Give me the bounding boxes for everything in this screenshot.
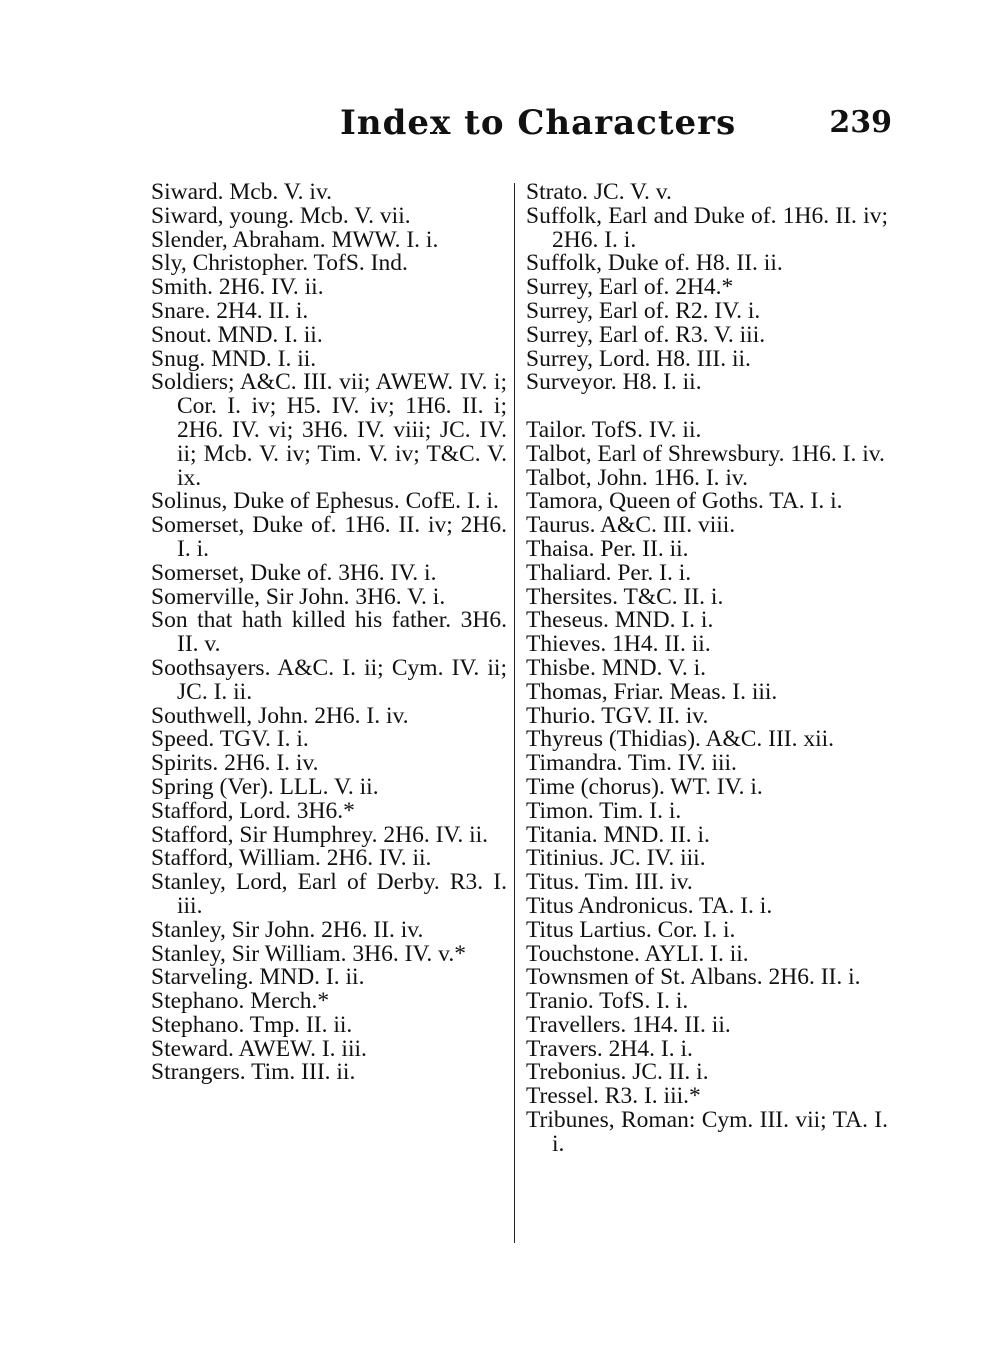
- index-entry: Slender, Abraham. MWW. I. i.: [151, 226, 439, 253]
- index-entry: Sly, Christopher. TofS. Ind.: [151, 250, 408, 277]
- index-entry: Stanley, Sir John. 2H6. II. iv.: [151, 916, 424, 943]
- index-entry: Stafford, Sir Humphrey. 2H6. IV. ii.: [151, 821, 489, 848]
- index-entry: Steward. AWEW. I. iii.: [151, 1035, 367, 1062]
- index-entry: Siward. Mcb. V. iv.: [151, 179, 333, 205]
- index-entry: Trebonius. JC. II. i.: [526, 1059, 709, 1086]
- index-entry: Surrey, Earl of. R2. IV. i.: [526, 297, 761, 324]
- index-entry: Suffolk, Earl and Duke of. 1H6. II. iv; 2H6. I. i.: [526, 202, 888, 253]
- index-entry: Soothsayers. A&C. I. ii; Cym. IV. ii; JC. I. ii.: [151, 654, 507, 705]
- index-entry: Stephano. Tmp. II. ii.: [151, 1011, 353, 1038]
- index-entry: Thisbe. MND. V. i.: [526, 654, 706, 681]
- index-entry: Theseus. MND. I. i.: [526, 607, 714, 634]
- index-entry: Surrey, Earl of. 2H4.*: [526, 274, 734, 301]
- index-entry: Townsmen of St. Albans. 2H6. II. i.: [526, 964, 861, 991]
- left-column: [151, 181, 507, 1085]
- index-entry: Siward, young. Mcb. V. vii.: [151, 202, 411, 229]
- index-entry: Talbot, John. 1H6. I. iv.: [526, 464, 749, 491]
- index-entry: Talbot, Earl of Shrewsbury. 1H6. I. iv.: [526, 440, 885, 467]
- index-entry: Smith. 2H6. IV. ii.: [151, 274, 324, 301]
- index-entry: Timandra. Tim. IV. iii.: [526, 750, 737, 777]
- index-entry: Strato. JC. V. v.: [526, 179, 672, 205]
- index-entry: Son that hath killed his father. 3H6. II. v.: [151, 607, 507, 658]
- index-entry: Thieves. 1H4. II. ii.: [526, 631, 711, 658]
- index-entry: Starveling. MND. I. ii.: [151, 964, 365, 991]
- index-entry: Speed. TGV. I. i.: [151, 726, 309, 753]
- index-entry: Titus. Tim. III. iv.: [526, 869, 693, 896]
- index-entry: Tressel. R3. I. iii.*: [526, 1083, 701, 1110]
- index-entry: Thyreus (Thidias). A&C. III. xii.: [526, 726, 835, 753]
- index-entry: Suffolk, Duke of. H8. II. ii.: [526, 250, 783, 277]
- index-entry: Travellers. 1H4. II. ii.: [526, 1011, 731, 1038]
- index-entry: Titania. MND. II. i.: [526, 821, 710, 848]
- index-entry: Titus Andronicus. TA. I. i.: [526, 892, 773, 919]
- index-entry: Stanley, Sir William. 3H6. IV. v.*: [151, 940, 466, 967]
- index-entry: Tribunes, Roman: Cym. III. vii; TA. I. i.: [526, 1107, 888, 1157]
- index-entry: Thaisa. Per. II. ii.: [526, 535, 689, 562]
- index-entry: Tranio. TofS. I. i.: [526, 988, 689, 1015]
- index-entry: Stafford, William. 2H6. IV. ii.: [151, 845, 432, 872]
- index-entry: Surrey, Earl of. R3. V. iii.: [526, 321, 766, 348]
- index-entry: Strangers. Tim. III. ii.: [151, 1059, 356, 1086]
- index-entry: Thaliard. Per. I. i.: [526, 559, 692, 586]
- index-entry: Surveyor. H8. I. ii.: [526, 369, 702, 396]
- index-entry: Titinius. JC. IV. iii.: [526, 845, 706, 872]
- index-entry: Thomas, Friar. Meas. I. iii.: [526, 678, 778, 705]
- index-entry: Snout. MND. I. ii.: [151, 321, 323, 348]
- index-entry: Stanley, Lord, Earl of Derby. R3. I. iii.: [151, 869, 507, 919]
- index-entry: Southwell, John. 2H6. I. iv.: [151, 702, 409, 729]
- index-entry: Surrey, Lord. H8. III. ii.: [526, 345, 751, 372]
- index-entry: Solinus, Duke of Ephesus. CofE. I. i.: [151, 488, 499, 515]
- index-entry: Somerset, Duke of. 1H6. II. iv; 2H6. I. i.: [151, 512, 507, 562]
- index-entry: Travers. 2H4. I. i.: [526, 1035, 693, 1062]
- index-entry: Thurio. TGV. II. iv.: [526, 702, 709, 729]
- index-entry: Time (chorus). WT. IV. i.: [526, 773, 763, 800]
- index-entry: Somerset, Duke of. 3H6. IV. i.: [151, 559, 437, 586]
- index-entry: Snug. MND. I. ii.: [151, 345, 317, 372]
- index-entry: Spirits. 2H6. I. iv.: [151, 750, 319, 777]
- page-number: 239: [829, 105, 892, 140]
- index-entry: Spring (Ver). LLL. V. ii.: [151, 773, 379, 800]
- index-entry: Stephano. Merch.*: [151, 988, 330, 1015]
- page-title: Index to Characters: [340, 103, 737, 143]
- index-entry: Tailor. TofS. IV. ii.: [526, 416, 702, 443]
- index-entry: Tamora, Queen of Goths. TA. I. i.: [526, 488, 843, 515]
- index-entry: Touchstone. AYLI. I. ii.: [526, 940, 749, 967]
- right-column: [526, 181, 888, 1157]
- index-entry: Snare. 2H4. II. i.: [151, 297, 309, 324]
- index-entry: Taurus. A&C. III. viii.: [526, 512, 736, 539]
- index-entry: Thersites. T&C. II. i.: [526, 583, 724, 610]
- index-entry: Soldiers; A&C. III. vii; AWEW. IV. i; Cor. I. iv; H5. IV. iv; 1H6. II. i; 2H6. IV. vi; 3H6. IV. viii; JC. IV. ii; Mcb. V. iv; Tim. V. iv; T&C. V. ix.: [151, 369, 507, 491]
- index-entry: Somerville, Sir John. 3H6. V. i.: [151, 583, 446, 610]
- index-entry: Timon. Tim. I. i.: [526, 797, 682, 824]
- index-entry: Stafford, Lord. 3H6.*: [151, 797, 355, 824]
- column-divider: [514, 183, 515, 1243]
- index-entry: Titus Lartius. Cor. I. i.: [526, 916, 736, 943]
